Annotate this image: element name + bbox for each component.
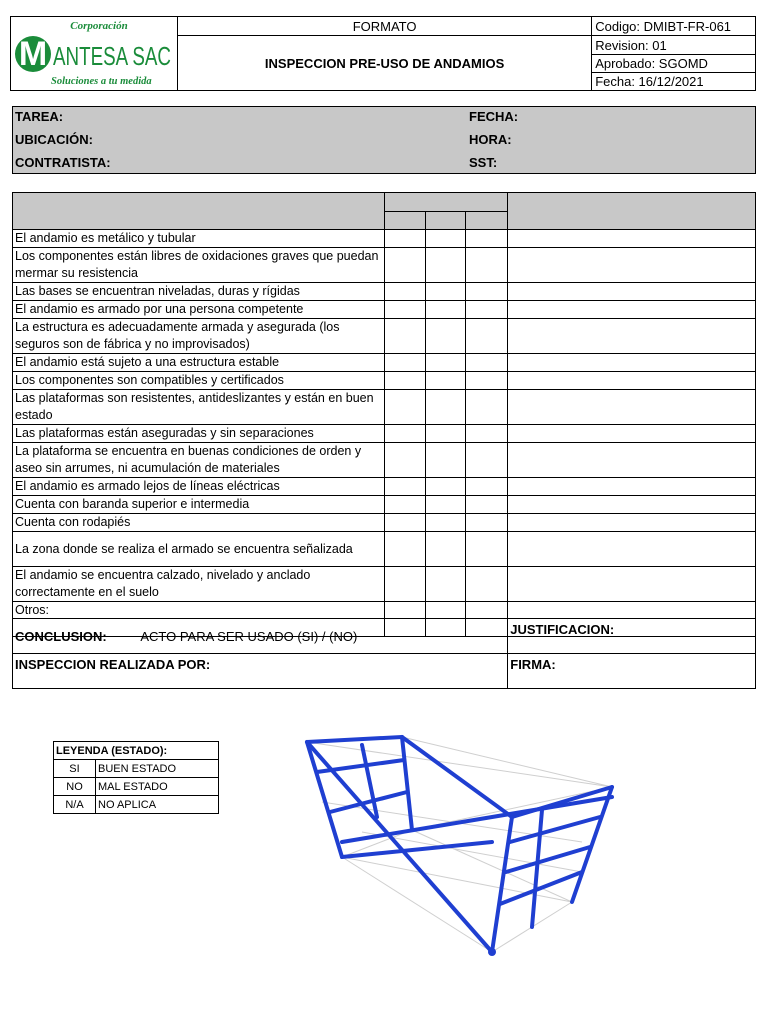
checklist-si-cell[interactable] <box>384 425 425 443</box>
fecha-doc: Fecha: 16/12/2021 <box>592 73 756 91</box>
legend-title: LEYENDA (ESTADO): <box>54 742 219 760</box>
checklist-obs-cell[interactable] <box>508 372 756 390</box>
checklist-item-text: Otros: <box>13 602 385 637</box>
checklist-si-cell[interactable] <box>384 390 425 425</box>
legend-desc: MAL ESTADO <box>96 778 219 796</box>
checklist-item-text: La zona donde se realiza el armado se encuentra señalizada <box>13 532 385 567</box>
logo-brand: ANTESA SAC <box>53 41 171 71</box>
checklist-item-text: El andamio es metálico y tubular <box>13 230 385 248</box>
checklist-na-cell[interactable] <box>466 425 508 443</box>
checklist-row <box>13 372 756 390</box>
legend-code: SI <box>54 760 96 778</box>
checklist-obs-cell[interactable] <box>508 478 756 496</box>
aprobado: Aprobado: SGOMD <box>592 55 756 73</box>
checklist-na-cell[interactable] <box>466 354 508 372</box>
checklist-si-cell[interactable] <box>384 283 425 301</box>
checklist-row <box>13 514 756 532</box>
ubicacion-label: UBICACIÓN: <box>15 132 93 147</box>
checklist-row <box>13 301 756 319</box>
checklist-header-obs <box>508 193 756 230</box>
mantesa-logo <box>11 17 176 87</box>
legend-desc: NO APLICA <box>96 796 219 814</box>
checklist-no-cell[interactable] <box>425 283 466 301</box>
checklist-header-estado <box>384 193 508 212</box>
checklist-item-text: Las plataformas son resistentes, antideslizantes y están en buen estado <box>13 390 385 425</box>
checklist-si-cell[interactable] <box>384 354 425 372</box>
checklist-si-cell[interactable] <box>384 372 425 390</box>
checklist-obs-cell[interactable] <box>508 496 756 514</box>
checklist-obs-cell[interactable] <box>508 514 756 532</box>
fecha-label: FECHA: <box>469 109 519 124</box>
checklist-no-cell[interactable] <box>425 390 466 425</box>
sst-label: SST: <box>469 155 498 170</box>
checklist-na-cell[interactable] <box>466 478 508 496</box>
conclusion-label: CONCLUSION: <box>15 629 107 644</box>
checklist-row <box>13 230 756 248</box>
checklist-no-cell[interactable] <box>425 248 466 283</box>
checklist-no-cell[interactable] <box>425 514 466 532</box>
checklist-si-cell[interactable] <box>384 301 425 319</box>
checklist-no-cell[interactable] <box>425 230 466 248</box>
legend-code: NO <box>54 778 96 796</box>
checklist-no-cell[interactable] <box>425 567 466 602</box>
checklist-row <box>13 319 756 354</box>
checklist-no-cell[interactable] <box>425 319 466 354</box>
checklist-no-cell[interactable] <box>425 372 466 390</box>
tarea-label: TAREA: <box>15 109 64 124</box>
checklist-obs-cell[interactable] <box>508 283 756 301</box>
checklist-si-cell[interactable] <box>384 567 425 602</box>
checklist-item-text: La estructura es adecuadamente armada y asegurada (los seguros son de fábrica y no improvisados) <box>13 319 385 354</box>
checklist-no-cell[interactable] <box>425 478 466 496</box>
checklist-item-text: Cuenta con baranda superior e intermedia <box>13 496 385 514</box>
company-logo <box>11 17 178 91</box>
checklist-si-cell[interactable] <box>384 496 425 514</box>
checklist-na-cell[interactable] <box>466 319 508 354</box>
checklist-si-cell[interactable] <box>384 478 425 496</box>
logo-slogan: Soluciones a tu medida <box>51 76 152 87</box>
logo-corporacion: Corporación <box>70 20 128 32</box>
checklist-na-cell[interactable] <box>466 230 508 248</box>
checklist-obs-cell[interactable] <box>508 354 756 372</box>
checklist-na-cell[interactable] <box>466 496 508 514</box>
checklist-row <box>13 496 756 514</box>
formato-label: FORMATO <box>177 17 591 36</box>
inspection-checklist <box>12 192 756 637</box>
checklist-item-text: Los componentes están libres de oxidaciones graves que puedan mermar su resistencia <box>13 248 385 283</box>
scaffold-illustration <box>282 712 632 982</box>
checklist-na-cell[interactable] <box>466 248 508 283</box>
conclusion-table <box>12 618 756 689</box>
checklist-obs-cell[interactable] <box>508 301 756 319</box>
conclusion-cell[interactable] <box>13 619 508 654</box>
checklist-obs-cell[interactable] <box>508 567 756 602</box>
checklist-obs-cell[interactable] <box>508 425 756 443</box>
checklist-obs-cell[interactable] <box>508 532 756 567</box>
checklist-row <box>13 390 756 425</box>
checklist-item-text: El andamio es armado lejos de líneas eléctricas <box>13 478 385 496</box>
header-no <box>425 212 466 230</box>
checklist-na-cell[interactable] <box>466 532 508 567</box>
checklist-row <box>13 354 756 372</box>
document-title: INSPECCION PRE-USO DE ANDAMIOS <box>177 36 591 91</box>
checklist-na-cell[interactable] <box>466 283 508 301</box>
checklist-si-cell[interactable] <box>384 319 425 354</box>
codigo: Codigo: DMIBT-FR-061 <box>592 17 756 36</box>
checklist-na-cell[interactable] <box>466 390 508 425</box>
checklist-na-cell[interactable] <box>466 372 508 390</box>
checklist-si-cell[interactable] <box>384 230 425 248</box>
legend-desc: BUEN ESTADO <box>96 760 219 778</box>
checklist-row <box>13 248 756 283</box>
conclusion-value: ACTO PARA SER USADO (SI) / (NO) <box>140 629 358 644</box>
checklist-obs-cell[interactable] <box>508 390 756 425</box>
checklist-item-text: Las plataformas están aseguradas y sin separaciones <box>13 425 385 443</box>
inspeccion-field[interactable]: INSPECCION REALIZADA POR: <box>13 654 508 689</box>
checklist-na-cell[interactable] <box>466 301 508 319</box>
checklist-no-cell[interactable] <box>425 532 466 567</box>
checklist-row <box>13 567 756 602</box>
checklist-no-cell[interactable] <box>425 443 466 478</box>
checklist-item-text: Los componentes son compatibles y certificados <box>13 372 385 390</box>
checklist-no-cell[interactable] <box>425 301 466 319</box>
checklist-header-item <box>13 193 385 230</box>
checklist-item-text: La plataforma se encuentra en buenas condiciones de orden y aseo sin arrumes, ni acumulación de materiales <box>13 443 385 478</box>
checklist-row <box>13 532 756 567</box>
checklist-obs-cell[interactable] <box>508 443 756 478</box>
form-header <box>10 16 756 91</box>
hora-label: HORA: <box>469 132 512 147</box>
legend-code: N/A <box>54 796 96 814</box>
checklist-no-cell[interactable] <box>425 496 466 514</box>
checklist-obs-cell[interactable] <box>508 248 756 283</box>
checklist-item-text: Cuenta con rodapiés <box>13 514 385 532</box>
checklist-item-text: El andamio es armado por una persona competente <box>13 301 385 319</box>
logo-m-letter: M <box>18 35 48 73</box>
checklist-si-cell[interactable] <box>384 532 425 567</box>
task-info-box <box>12 106 756 174</box>
checklist-item-text: Las bases se encuentran niveladas, duras y rígidas <box>13 283 385 301</box>
checklist-row <box>13 283 756 301</box>
checklist-na-cell[interactable] <box>466 514 508 532</box>
checklist-row <box>13 478 756 496</box>
checklist-obs-cell[interactable] <box>508 230 756 248</box>
checklist-item-text: El andamio está sujeto a una estructura estable <box>13 354 385 372</box>
justificacion-field[interactable]: JUSTIFICACION: <box>508 619 756 654</box>
checklist-no-cell[interactable] <box>425 354 466 372</box>
checklist-si-cell[interactable] <box>384 443 425 478</box>
checklist-row <box>13 425 756 443</box>
legend-table <box>53 741 219 814</box>
checklist-si-cell[interactable] <box>384 248 425 283</box>
header-na <box>466 212 508 230</box>
header-si <box>384 212 425 230</box>
checklist-row <box>13 443 756 478</box>
checklist-na-cell[interactable] <box>466 567 508 602</box>
firma-field[interactable]: FIRMA: <box>508 654 756 689</box>
revision: Revision: 01 <box>592 36 756 55</box>
checklist-obs-cell[interactable] <box>508 319 756 354</box>
checklist-no-cell[interactable] <box>425 425 466 443</box>
checklist-si-cell[interactable] <box>384 514 425 532</box>
contratista-label: CONTRATISTA: <box>15 155 111 170</box>
checklist-item-text: El andamio se encuentra calzado, nivelado y anclado correctamente en el suelo <box>13 567 385 602</box>
checklist-na-cell[interactable] <box>466 443 508 478</box>
